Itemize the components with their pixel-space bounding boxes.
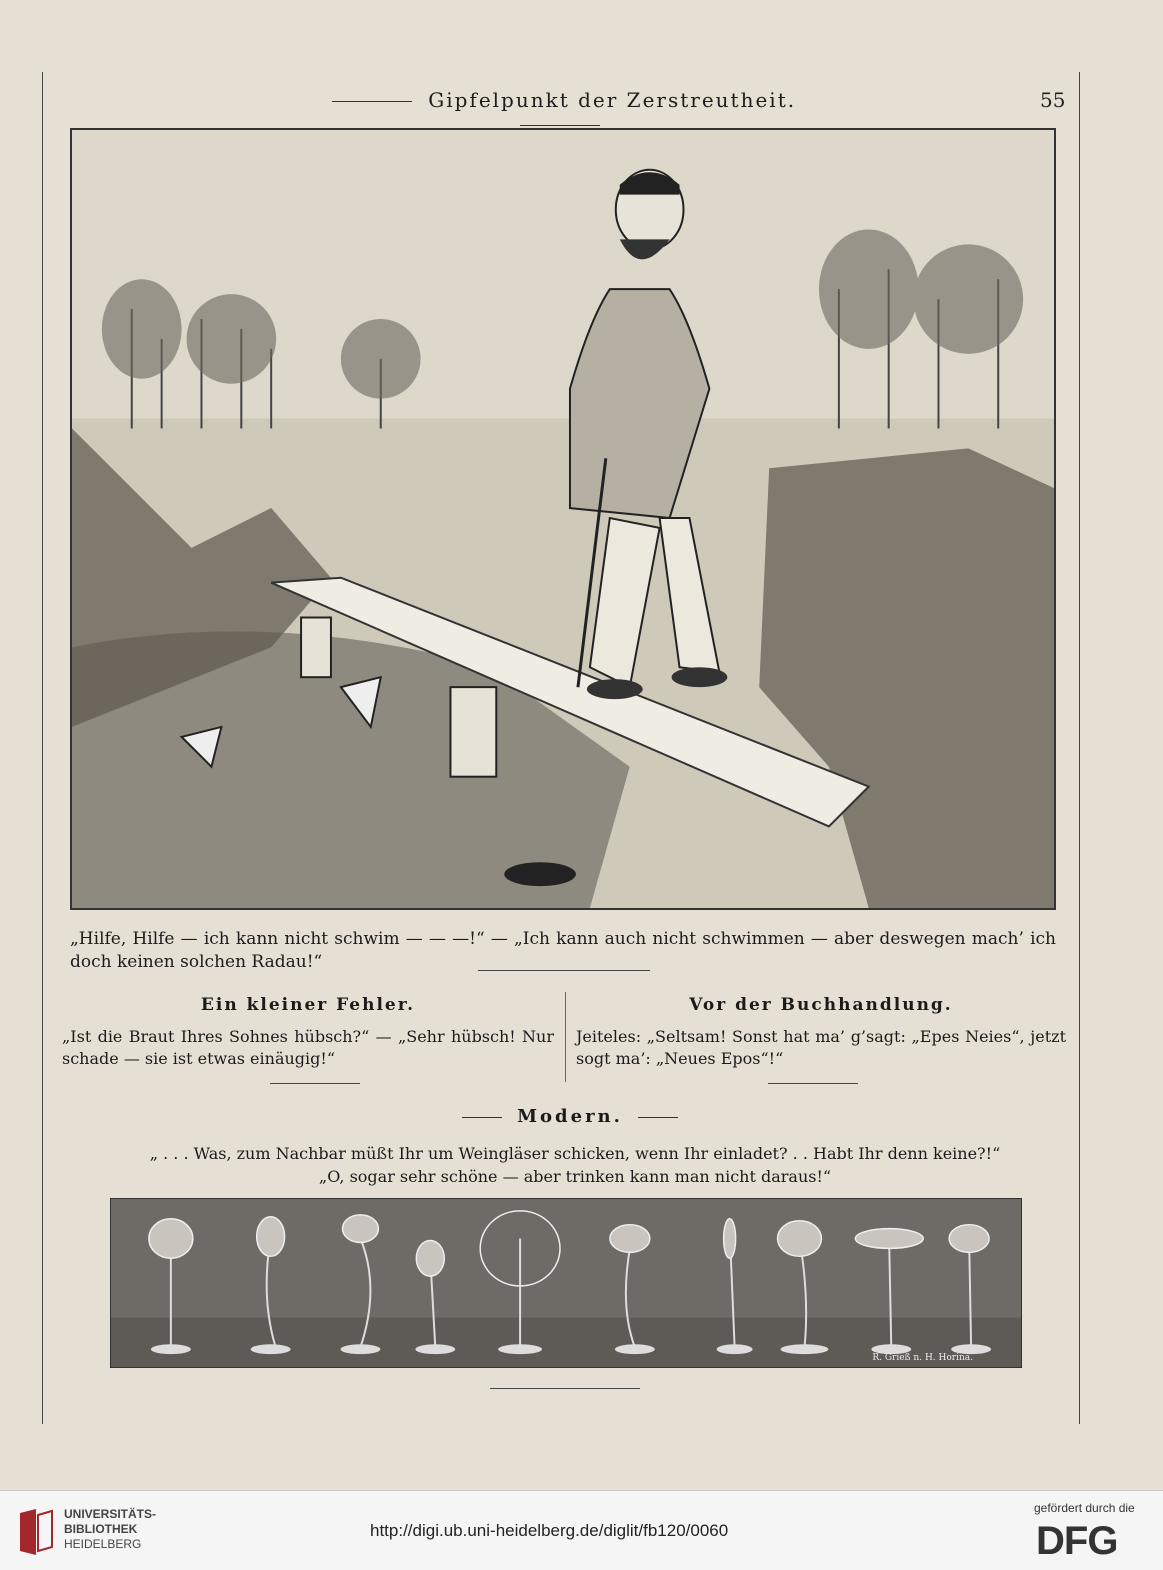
- library-line-2: BIBLIOTHEK: [64, 1522, 138, 1536]
- left-anecdote-text: „Ist die Braut Ihres Sohnes hübsch?“ — „Sehr hübsch! Nur schade — sie ist etwas einäugig!“: [62, 1027, 554, 1068]
- glasses-signature: R. Grieß n. H. Horina.: [872, 1353, 973, 1363]
- university-library-logo-icon: [16, 1507, 56, 1557]
- library-line-1: UNIVERSITÄTS-: [64, 1507, 157, 1521]
- right-anecdote-text: Jeiteles: „Seltsam! Sonst hat ma’ g’sagt: „Epes Neies“, jetzt sogt ma’: „Neues Epos“!“: [576, 1027, 1066, 1068]
- dfg-logo: DFG: [1036, 1519, 1118, 1563]
- modern-ornament-left: [462, 1117, 502, 1118]
- cartoon-illustration: [70, 128, 1056, 910]
- bottom-rule: [490, 1388, 640, 1389]
- page-number: 55: [1040, 88, 1066, 112]
- cartoon-caption: „Hilfe, Hilfe — ich kann nicht schwim — — —!“ — „Ich kann auch nicht schwimmen — aber deswegen mach’ ich doch keinen solchen Radau!“: [70, 929, 1056, 972]
- left-anecdote-title: Ein kleiner Fehler.: [200, 995, 416, 1015]
- header-title: Gipfelpunkt der Zerstreutheit.: [428, 88, 797, 112]
- bridge-post: [450, 687, 496, 777]
- left-rule: [270, 1083, 360, 1084]
- modern-line-2: „O, sogar sehr schöne — aber trinken kann man nicht daraus!“: [318, 1167, 832, 1186]
- permalink-url[interactable]: http://digi.ub.uni-heidelberg.de/diglit/fb120/0060: [370, 1521, 729, 1540]
- modern-dialogue: [100, 1142, 1050, 1188]
- wine-glasses-illustration: [110, 1198, 1022, 1368]
- caption-rule: [478, 970, 650, 971]
- glasses-drawing: [111, 1199, 1021, 1367]
- footer-bar: [0, 1490, 1163, 1570]
- bridge-post: [301, 617, 331, 677]
- right-anecdote-title: Vor der Buchhandlung.: [689, 995, 953, 1015]
- header-ornament-right: [520, 125, 600, 126]
- library-line-3: HEIDELBERG: [64, 1537, 142, 1551]
- sponsor-label: gefördert durch die: [1034, 1501, 1135, 1515]
- page-header: [300, 88, 820, 118]
- left-anecdote: [62, 994, 554, 1070]
- right-anecdote: [576, 994, 1066, 1070]
- modern-title: Modern.: [517, 1106, 623, 1127]
- right-rule: [768, 1083, 858, 1084]
- column-divider: [565, 992, 566, 1082]
- university-library-name: [64, 1507, 156, 1552]
- modern-title-block: [440, 1106, 700, 1127]
- cartoon-drawing: [72, 130, 1054, 908]
- modern-ornament-right: [638, 1117, 678, 1118]
- glass-bowls: [149, 1211, 989, 1286]
- header-ornament-left: [332, 101, 412, 102]
- modern-line-1: „ . . . Was, zum Nachbar müßt Ihr um Weingläser schicken, wenn Ihr einladet? . . Habt Ihr denn keine?!“: [149, 1144, 1001, 1163]
